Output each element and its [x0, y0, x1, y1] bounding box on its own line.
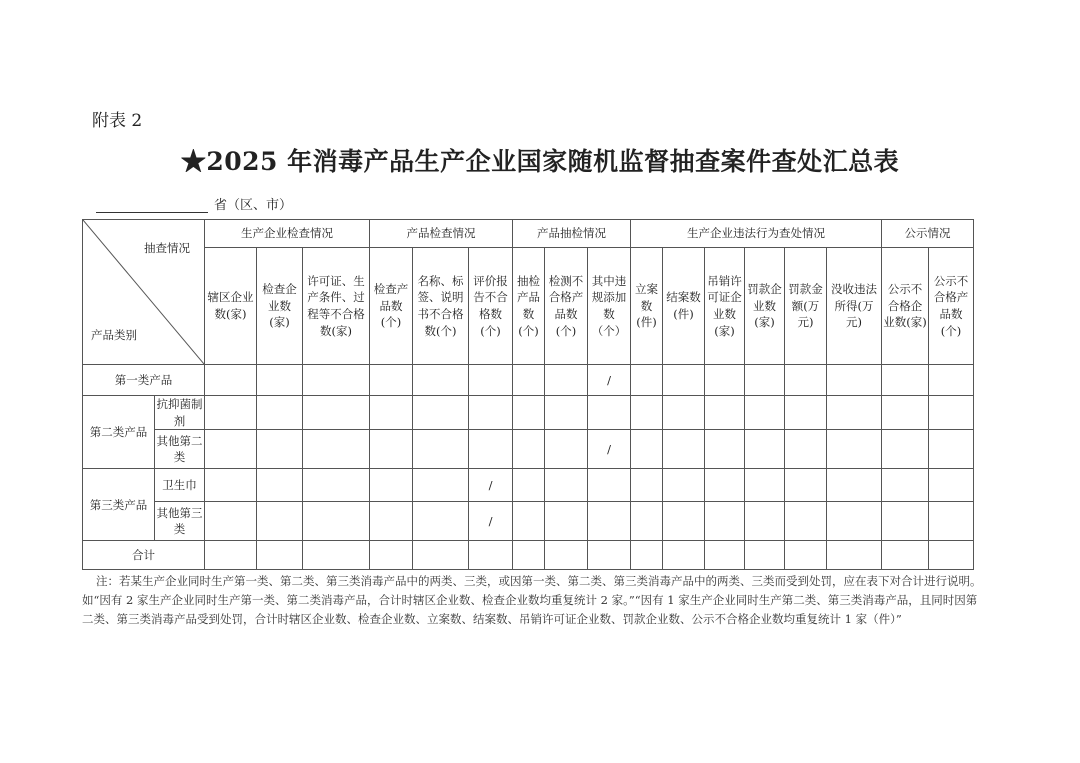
- corner-top-label: 抽查情况: [144, 241, 190, 255]
- attachment-label: 附表 2: [92, 111, 143, 131]
- column-header: 许可证、生产条件、过程等不合格数(家): [303, 248, 370, 365]
- province-blank-line: [96, 198, 208, 213]
- table-cell: [631, 541, 663, 570]
- table-cell: [469, 396, 513, 430]
- table-cell: [205, 396, 257, 430]
- table-cell: [513, 396, 545, 430]
- table-cell: [205, 430, 257, 469]
- table-cell: [370, 365, 413, 396]
- table-cell: [513, 430, 545, 469]
- column-header: 检测不合格产品数(个): [545, 248, 588, 365]
- table-cell: [663, 365, 705, 396]
- table-cell: [513, 365, 545, 396]
- row-label: 第一类产品: [83, 365, 205, 396]
- column-header: 结案数(件): [663, 248, 705, 365]
- table-cell: [370, 469, 413, 502]
- table-cell: [545, 430, 588, 469]
- table-cell: [257, 469, 303, 502]
- table-cell: [745, 502, 785, 541]
- table-cell: [588, 541, 631, 570]
- table-cell: [469, 365, 513, 396]
- province-suffix: 省（区、市）: [214, 198, 293, 213]
- row-label: 卫生巾: [155, 469, 205, 502]
- table-cell: [631, 396, 663, 430]
- table-cell: [882, 469, 929, 502]
- page-title: ★2025 年消毒产品生产企业国家随机监督抽查案件查处汇总表: [180, 147, 900, 176]
- not-applicable-cell: /: [469, 469, 513, 502]
- table-cell: [513, 541, 545, 570]
- table-row: [83, 365, 974, 396]
- table-cell: [663, 541, 705, 570]
- table-cell: [929, 469, 974, 502]
- table-cell: [785, 396, 827, 430]
- table-cell: [882, 396, 929, 430]
- table-cell: [257, 430, 303, 469]
- table-cell: [545, 396, 588, 430]
- table-cell: [929, 365, 974, 396]
- table-cell: [588, 502, 631, 541]
- group-header: 生产企业违法行为查处情况: [631, 220, 882, 248]
- table-cell: [413, 365, 469, 396]
- table-cell: [827, 541, 882, 570]
- not-applicable-cell: /: [469, 502, 513, 541]
- table-cell: [745, 430, 785, 469]
- table-cell: [588, 469, 631, 502]
- table-cell: [745, 396, 785, 430]
- corner-bottom-label: 产品类别: [91, 328, 137, 343]
- table-cell: [469, 541, 513, 570]
- table-cell: [882, 430, 929, 469]
- table-cell: [745, 365, 785, 396]
- table-cell: [545, 502, 588, 541]
- table-cell: [205, 541, 257, 570]
- table-cell: [882, 541, 929, 570]
- group-header: 公示情况: [882, 220, 974, 248]
- table-cell: [827, 365, 882, 396]
- table-cell: [745, 541, 785, 570]
- column-header: 检查产品数(个): [370, 248, 413, 365]
- table-cell: [257, 396, 303, 430]
- table-cell: [469, 430, 513, 469]
- group-header: 生产企业检查情况: [205, 220, 370, 248]
- table-cell: [705, 541, 745, 570]
- table-row: [83, 502, 974, 541]
- province-field: [96, 194, 292, 213]
- table-cell: [663, 502, 705, 541]
- column-header: 名称、标签、说明书不合格数(个): [413, 248, 469, 365]
- table-cell: [827, 469, 882, 502]
- table-cell: [588, 396, 631, 430]
- table-cell: [929, 502, 974, 541]
- table-cell: [631, 502, 663, 541]
- table-cell: [631, 469, 663, 502]
- column-header: 辖区企业数(家): [205, 248, 257, 365]
- table-cell: [370, 541, 413, 570]
- column-header: 罚款企业数(家): [745, 248, 785, 365]
- table-cell: [257, 502, 303, 541]
- table-cell: [929, 541, 974, 570]
- not-applicable-cell: /: [588, 430, 631, 469]
- table-cell: [303, 430, 370, 469]
- table-cell: [882, 365, 929, 396]
- column-header: 罚款金额(万元): [785, 248, 827, 365]
- table-cell: [257, 541, 303, 570]
- table-cell: [513, 469, 545, 502]
- column-header: 吊销许可证企业数(家): [705, 248, 745, 365]
- group-header: 产品抽检情况: [513, 220, 631, 248]
- table-cell: [785, 365, 827, 396]
- row-group-label: 第三类产品: [83, 469, 155, 541]
- table-cell: [882, 502, 929, 541]
- table-cell: [205, 469, 257, 502]
- column-header: 没收违法所得(万元): [827, 248, 882, 365]
- table-cell: [929, 430, 974, 469]
- column-header: 公示不合格产品数(个): [929, 248, 974, 365]
- table-cell: [413, 469, 469, 502]
- table-cell: [370, 396, 413, 430]
- table-cell: [705, 502, 745, 541]
- table-cell: [205, 502, 257, 541]
- table-cell: [413, 430, 469, 469]
- table-cell: [303, 365, 370, 396]
- table-cell: [705, 396, 745, 430]
- table-cell: [663, 469, 705, 502]
- column-header: 公示不合格企业数(家): [882, 248, 929, 365]
- table-cell: [827, 502, 882, 541]
- table-cell: [545, 541, 588, 570]
- column-header: 评价报告不合格数(个): [469, 248, 513, 365]
- table-cell: [413, 502, 469, 541]
- table-cell: [257, 365, 303, 396]
- table-cell: [631, 430, 663, 469]
- row-label: 合计: [83, 541, 205, 570]
- table-cell: [705, 469, 745, 502]
- group-header: 产品检查情况: [370, 220, 513, 248]
- table-row: [83, 396, 974, 430]
- column-header: 立案数(件): [631, 248, 663, 365]
- table-cell: [545, 365, 588, 396]
- row-label: 其他第三类: [155, 502, 205, 541]
- table-cell: [303, 469, 370, 502]
- table-cell: [413, 541, 469, 570]
- row-group-label: 第二类产品: [83, 396, 155, 469]
- table-cell: [785, 430, 827, 469]
- column-header: 抽检产品数(个): [513, 248, 545, 365]
- table-cell: [303, 541, 370, 570]
- corner-cell: [83, 220, 205, 365]
- table-cell: [513, 502, 545, 541]
- table-cell: [785, 469, 827, 502]
- table-cell: [827, 396, 882, 430]
- table-cell: [929, 396, 974, 430]
- table-cell: [545, 469, 588, 502]
- row-label: 抗抑菌制剂: [155, 396, 205, 430]
- table-cell: [205, 365, 257, 396]
- table-row: [83, 541, 974, 570]
- table-cell: [370, 502, 413, 541]
- table-cell: [370, 430, 413, 469]
- table-cell: [785, 502, 827, 541]
- table-cell: [303, 502, 370, 541]
- table-cell: [663, 396, 705, 430]
- table-cell: [705, 430, 745, 469]
- table-cell: [827, 430, 882, 469]
- table-cell: [413, 396, 469, 430]
- column-header: 检查企业数(家): [257, 248, 303, 365]
- table-cell: [785, 541, 827, 570]
- table-row: [83, 430, 974, 469]
- row-label: 其他第二类: [155, 430, 205, 469]
- table-cell: [705, 365, 745, 396]
- table-cell: [631, 365, 663, 396]
- not-applicable-cell: /: [588, 365, 631, 396]
- table-row: [83, 469, 974, 502]
- table-cell: [303, 396, 370, 430]
- table-note: 注：若某生产企业同时生产第一类、第二类、第三类消毒产品中的两类、三类，或因第一类、第二类、第三类消毒产品中的两类、三类而受到处罚，应在表下对合计进行说明。如“因有 2 家生产企业同时生产第一类、第二类消毒产品，合计时辖区企业数、检查企业数均重复统计 2 家。”“因有 1 家生产企业同时生产第二类、第三类消毒产品，且同时因第二类、第三类消毒产品受到处罚，合计时辖区企业数、检查企业数、立案数、结案数、吊销许可证企业数、罚款企业数、公示不合格企业数均重复统计 1 家（件）”: [82, 574, 982, 626]
- table-cell: [745, 469, 785, 502]
- column-header: 其中违规添加数（个）: [588, 248, 631, 365]
- table-cell: [663, 430, 705, 469]
- summary-table: [82, 219, 974, 570]
